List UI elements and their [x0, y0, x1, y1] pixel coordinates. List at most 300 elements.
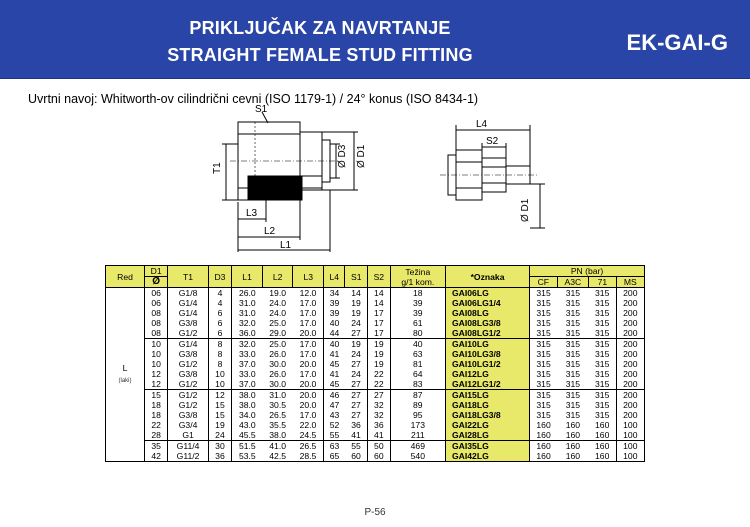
table-cell: 315 — [595, 369, 610, 379]
table-cell: 38.0 — [263, 430, 293, 441]
table-cell: 100 — [616, 430, 644, 441]
table-cell: 95 — [390, 410, 445, 420]
table-cell: 43.0 — [232, 420, 263, 430]
col-t1: T1 — [168, 266, 208, 288]
table-cell: 200 — [616, 298, 644, 308]
table-row — [106, 420, 645, 430]
table-cell: 41 — [324, 369, 345, 379]
table-cell: 17.0 — [299, 308, 317, 318]
table-cell: 40 — [390, 339, 445, 350]
table-cell: 38.0 — [232, 400, 263, 410]
table-cell: 39 — [324, 308, 345, 318]
table-cell: 17.0 — [299, 298, 317, 308]
table-cell: 38.0 — [232, 390, 263, 401]
table-cell: 28 — [145, 430, 168, 441]
table-cell: 17.0 — [299, 410, 317, 420]
table-row — [106, 359, 645, 369]
table-cell: 33.0 — [232, 349, 263, 359]
table-row — [106, 349, 645, 359]
table-cell: 36 — [208, 451, 231, 462]
table-cell: 200 — [616, 410, 644, 420]
table-cell: 41 — [368, 430, 391, 441]
table-cell: 160 — [557, 430, 589, 441]
oznaka-cell: GAI06LG — [445, 288, 529, 299]
table-cell: 14 — [368, 288, 391, 299]
table-row — [106, 390, 645, 401]
table-cell: 200 — [616, 390, 644, 401]
table-cell: 08 — [151, 318, 161, 328]
table-cell: 27 — [351, 400, 361, 410]
table-cell: 20.0 — [293, 328, 324, 339]
spec-table — [105, 265, 645, 462]
table-cell: 08 — [145, 328, 168, 339]
table-cell: 24 — [351, 318, 361, 328]
table-cell: 50 — [368, 441, 391, 452]
table-cell: 32.0 — [232, 318, 263, 328]
table-cell: 36.0 — [232, 328, 263, 339]
table-cell: 87 — [390, 390, 445, 401]
red-label: L — [122, 362, 128, 373]
table-cell: 40 — [324, 318, 345, 328]
label-l3: L3 — [246, 208, 258, 219]
table-cell: 315 — [565, 349, 581, 359]
table-cell: 315 — [595, 288, 610, 298]
table-cell: G1/2 — [168, 379, 208, 390]
oznaka-cell: GAI10LG1/2 — [445, 359, 529, 369]
table-cell: 45 — [324, 359, 345, 369]
col-l2: L2 — [263, 266, 293, 288]
label-l2: L2 — [264, 226, 276, 237]
oznaka-cell: GAI28LG — [445, 430, 529, 441]
table-cell: 26.0 — [232, 288, 263, 299]
table-cell: 100 — [616, 451, 644, 462]
table-cell: 18 — [151, 400, 161, 410]
table-cell: 6 — [208, 328, 231, 339]
table-cell: 47 — [324, 400, 345, 410]
table-cell: 31.0 — [232, 308, 263, 318]
table-cell: 44 — [324, 328, 345, 339]
col-a3c: A3C — [557, 277, 589, 288]
table-cell: 200 — [616, 288, 644, 299]
table-cell: 173 — [390, 420, 445, 430]
table-cell: 36 — [368, 420, 391, 430]
col-d3: D3 — [208, 266, 231, 288]
table-row — [106, 298, 645, 308]
table-cell: 4 — [208, 298, 231, 308]
table-cell: G1/2 — [168, 390, 208, 401]
table-cell: 08 — [151, 308, 161, 318]
table-cell: 06 — [151, 288, 161, 298]
table-cell: 26.0 — [269, 369, 287, 379]
table-cell: 6 — [208, 308, 231, 318]
oznaka-cell: GAI08LG1/2 — [445, 328, 529, 339]
table-cell: 43 — [324, 410, 345, 420]
table-cell: 17.0 — [299, 349, 317, 359]
table-cell: 24 — [351, 349, 361, 359]
table-cell: 24 — [208, 430, 231, 441]
table-cell: G1/2 — [168, 359, 208, 369]
table-cell: 27 — [351, 410, 361, 420]
table-cell: 31.0 — [269, 390, 287, 400]
col-oznaka: *Oznaka — [445, 266, 529, 288]
table-cell: 17 — [368, 308, 391, 318]
table-cell: 28.5 — [293, 451, 324, 462]
label-d3: Ø D3 — [337, 144, 348, 168]
table-cell: 160 — [589, 451, 616, 462]
table-cell: 315 — [595, 410, 610, 420]
table-cell: 12 — [208, 390, 231, 401]
table-cell: 81 — [390, 359, 445, 369]
table-cell: 315 — [595, 339, 610, 349]
col-ms: MS — [616, 277, 644, 288]
table-cell: 315 — [595, 308, 610, 318]
col-d1-symbol: Ø — [145, 277, 168, 288]
label-t1: T1 — [212, 162, 223, 174]
table-cell: 29.0 — [263, 328, 293, 339]
table-cell: 540 — [390, 451, 445, 462]
table-row — [106, 339, 645, 350]
table-cell: 200 — [616, 369, 644, 379]
oznaka-cell: GAI08LG — [445, 308, 529, 318]
table-cell: 24.5 — [293, 430, 324, 441]
table-cell: 22 — [151, 420, 161, 430]
col-l1: L1 — [232, 266, 263, 288]
table-cell: 315 — [565, 359, 581, 369]
table-cell: G1 — [168, 430, 208, 441]
table-cell: 15 — [151, 390, 161, 400]
table-cell: 30.0 — [263, 379, 293, 390]
table-cell: 55 — [351, 441, 361, 451]
table-cell: 19 — [208, 420, 231, 430]
table-cell: 315 — [565, 288, 581, 298]
table-cell: 160 — [565, 441, 581, 451]
table-cell: 315 — [595, 349, 610, 359]
table-cell: 19.0 — [269, 288, 287, 298]
table-cell: 45.5 — [232, 430, 263, 441]
oznaka-cell: GAI12LG — [445, 369, 529, 379]
table-cell: 315 — [595, 359, 610, 369]
table-cell: G11/4 — [168, 441, 208, 452]
table-cell: 211 — [390, 430, 445, 441]
table-cell: G11/2 — [168, 451, 208, 462]
table-cell: 27 — [368, 390, 391, 401]
table-cell: 15 — [208, 400, 231, 410]
table-cell: 30 — [208, 441, 231, 452]
thread-spec-subtitle: Uvrtni navoj: Whitworth-ov cilindrični cevni (ISO 1179-1) / 24° konus (ISO 8434-1) — [28, 92, 479, 106]
title-english: STRAIGHT FEMALE STUD FITTING — [167, 45, 473, 65]
table-cell: 52 — [324, 420, 345, 430]
oznaka-cell: GAI15LG — [445, 390, 529, 401]
table-cell: 10 — [151, 359, 161, 369]
table-cell: 60 — [368, 451, 391, 462]
table-cell: 20.0 — [299, 400, 317, 410]
col-tezina: Težina g/1 kom. — [390, 266, 445, 288]
table-row — [106, 441, 645, 452]
table-cell: 200 — [616, 339, 644, 350]
table-cell: 45 — [324, 379, 345, 390]
table-cell: 315 — [565, 298, 581, 308]
table-cell: 200 — [616, 308, 644, 318]
label-d1-nut: Ø D1 — [520, 198, 531, 222]
table-cell: 34 — [324, 288, 345, 299]
table-row — [106, 451, 645, 462]
table-cell: 315 — [565, 308, 581, 318]
table-cell: 469 — [390, 441, 445, 452]
table-cell: 55 — [324, 430, 345, 441]
table-cell: 65 — [324, 451, 345, 462]
oznaka-cell: GAI18LG — [445, 400, 529, 410]
table-cell: 17.0 — [299, 339, 317, 349]
table-row — [106, 288, 645, 299]
table-cell: 31.0 — [232, 298, 263, 308]
table-cell: 200 — [616, 318, 644, 328]
table-cell: 25.0 — [269, 339, 287, 349]
table-cell: 24.0 — [269, 298, 287, 308]
spec-table-body — [106, 288, 645, 462]
col-l3: L3 — [293, 266, 324, 288]
table-cell: 8 — [208, 359, 231, 369]
table-cell: 160 — [530, 430, 557, 441]
oznaka-cell: GAI12LG1/2 — [445, 379, 529, 390]
table-cell: 41.0 — [269, 441, 287, 451]
table-cell: 10 — [208, 379, 231, 390]
table-cell: 315 — [557, 328, 589, 339]
table-cell: 22 — [368, 379, 391, 390]
table-cell: 315 — [565, 339, 581, 349]
table-cell: 315 — [565, 400, 581, 410]
product-code: EK-GAI-G — [626, 30, 728, 55]
table-cell: 19 — [368, 339, 391, 350]
col-71: 71 — [589, 277, 616, 288]
table-cell: 160 — [589, 430, 616, 441]
table-cell: 160 — [557, 451, 589, 462]
table-cell: 41 — [345, 430, 368, 441]
table-cell: 37.0 — [232, 379, 263, 390]
table-cell: 10 — [208, 369, 231, 379]
table-cell: 160 — [565, 420, 581, 430]
table-cell: 200 — [616, 379, 644, 390]
table-cell: 315 — [565, 369, 581, 379]
table-cell: 100 — [616, 420, 644, 430]
col-s2: S2 — [368, 266, 391, 288]
table-cell: 37.0 — [232, 359, 263, 369]
table-cell: G1/2 — [168, 328, 208, 339]
table-cell: 315 — [530, 400, 557, 410]
col-cf: CF — [530, 277, 557, 288]
table-cell: 100 — [616, 441, 644, 452]
table-cell: G3/8 — [168, 410, 208, 420]
table-cell: 46 — [324, 390, 345, 401]
page-number: P-56 — [364, 507, 386, 518]
oznaka-cell: GAI08LG3/8 — [445, 318, 529, 328]
table-cell: 42.5 — [263, 451, 293, 462]
table-cell: 41 — [324, 349, 345, 359]
table-cell: 12 — [145, 379, 168, 390]
table-cell: 60 — [345, 451, 368, 462]
oznaka-cell: GAI18LG3/8 — [445, 410, 529, 420]
table-cell: 26.0 — [269, 349, 287, 359]
table-cell: 8 — [208, 349, 231, 359]
fitting-section-drawing — [222, 112, 358, 252]
label-s2: S2 — [486, 136, 499, 147]
table-cell: G3/4 — [168, 420, 208, 430]
table-cell: 27 — [351, 390, 361, 400]
table-cell: 12 — [151, 369, 161, 379]
table-cell: 315 — [565, 410, 581, 420]
table-cell: 80 — [390, 328, 445, 339]
table-row — [106, 430, 645, 441]
oznaka-cell: GAI10LG3/8 — [445, 349, 529, 359]
table-cell: 40 — [324, 339, 345, 350]
table-cell: 53.5 — [232, 451, 263, 462]
label-d1: Ø D1 — [356, 144, 367, 168]
table-cell: 315 — [530, 328, 557, 339]
table-cell: 20.0 — [293, 379, 324, 390]
table-cell: 200 — [616, 328, 644, 339]
table-cell: G1/4 — [168, 339, 208, 350]
table-cell: 19 — [351, 298, 361, 308]
table-cell: G1/2 — [168, 400, 208, 410]
table-cell: 160 — [595, 441, 610, 451]
table-cell: 315 — [530, 349, 557, 359]
table-cell: 315 — [530, 410, 557, 420]
table-cell: 63 — [324, 441, 345, 452]
table-cell: 20.0 — [299, 390, 317, 400]
table-cell: 83 — [390, 379, 445, 390]
table-row — [106, 410, 645, 420]
table-cell: 10 — [151, 349, 161, 359]
table-cell: 315 — [595, 400, 610, 410]
table-cell: G1/4 — [168, 298, 208, 308]
label-l4: L4 — [476, 119, 488, 130]
table-cell: 18 — [390, 288, 445, 299]
table-cell: 17 — [368, 328, 391, 339]
table-cell: 10 — [151, 339, 161, 349]
red-series-cell — [106, 288, 145, 462]
table-cell: 160 — [530, 441, 557, 452]
table-cell: 200 — [616, 400, 644, 410]
table-cell: 315 — [530, 339, 557, 350]
oznaka-cell: GAI22LG — [445, 420, 529, 430]
table-cell: 32 — [368, 410, 391, 420]
table-cell: 39 — [324, 298, 345, 308]
table-row — [106, 400, 645, 410]
table-cell: 18 — [151, 410, 161, 420]
table-cell: 30.5 — [269, 400, 287, 410]
table-cell: 315 — [589, 328, 616, 339]
table-cell: 39 — [390, 308, 445, 318]
col-l4: L4 — [324, 266, 345, 288]
table-cell: 35 — [151, 441, 161, 451]
table-row — [106, 379, 645, 390]
table-cell: 34.0 — [232, 410, 263, 420]
table-cell: 63 — [390, 349, 445, 359]
table-cell: 4 — [208, 288, 231, 299]
table-cell: 33.0 — [232, 369, 263, 379]
table-cell: G1/4 — [168, 308, 208, 318]
table-cell: 39 — [390, 298, 445, 308]
table-cell: 12.0 — [299, 288, 317, 298]
oznaka-cell: GAI42LG — [445, 451, 529, 462]
table-cell: 17.0 — [299, 318, 317, 328]
label-l1: L1 — [280, 240, 292, 251]
table-cell: 19 — [351, 339, 361, 349]
table-cell: 22 — [368, 369, 391, 379]
table-cell: 315 — [589, 379, 616, 390]
title-serbian: PRIKLJUČAK ZA NAVRTANJE — [189, 18, 451, 38]
table-cell: 160 — [595, 420, 610, 430]
table-cell: 26.5 — [299, 441, 317, 451]
table-cell: 315 — [557, 379, 589, 390]
table-cell: 315 — [530, 288, 557, 299]
table-cell: 42 — [145, 451, 168, 462]
table-cell: 19 — [368, 349, 391, 359]
table-cell: 315 — [530, 359, 557, 369]
table-cell: 315 — [530, 298, 557, 308]
table-cell: 14 — [351, 288, 361, 298]
table-cell: 32 — [368, 400, 391, 410]
table-cell: 17 — [368, 318, 391, 328]
table-cell: G1/8 — [168, 288, 208, 299]
table-cell: 315 — [595, 318, 610, 328]
table-cell: 160 — [530, 451, 557, 462]
table-cell: 64 — [390, 369, 445, 379]
table-cell: 25.0 — [269, 318, 287, 328]
col-pn: PN (bar) — [530, 266, 645, 277]
col-d1: D1 — [145, 266, 168, 277]
table-cell: 20.0 — [299, 359, 317, 369]
table-cell: 315 — [595, 390, 610, 400]
table-cell: G3/8 — [168, 369, 208, 379]
table-row — [106, 318, 645, 328]
table-cell: 22.0 — [299, 420, 317, 430]
table-cell: 61 — [390, 318, 445, 328]
table-cell: 315 — [530, 390, 557, 401]
table-cell: 19 — [368, 359, 391, 369]
table-cell: 26.5 — [269, 410, 287, 420]
table-cell: 06 — [151, 298, 161, 308]
col-red: Red — [106, 266, 145, 288]
table-cell: 36 — [351, 420, 361, 430]
table-cell: 30.0 — [269, 359, 287, 369]
table-cell: 8 — [208, 339, 231, 350]
table-cell: 24 — [351, 369, 361, 379]
table-cell: 315 — [530, 379, 557, 390]
table-cell: 315 — [530, 308, 557, 318]
oznaka-cell: GAI35LG — [445, 441, 529, 452]
table-cell: 6 — [208, 318, 231, 328]
table-cell: 315 — [530, 369, 557, 379]
table-cell: 17.0 — [299, 369, 317, 379]
table-cell: 35.5 — [269, 420, 287, 430]
table-cell: 315 — [595, 298, 610, 308]
header-row-1 — [106, 266, 645, 277]
table-cell: 51.5 — [232, 441, 263, 452]
table-cell: 315 — [530, 318, 557, 328]
table-cell: 27 — [351, 359, 361, 369]
table-cell: G3/8 — [168, 318, 208, 328]
table-row — [106, 308, 645, 318]
table-cell: 27 — [345, 328, 368, 339]
label-s1: S1 — [255, 104, 268, 115]
red-sublabel: (laki) — [118, 377, 132, 384]
table-cell: 89 — [390, 400, 445, 410]
table-cell: 32.0 — [232, 339, 263, 350]
table-cell: 160 — [530, 420, 557, 430]
table-cell: 200 — [616, 359, 644, 369]
table-row — [106, 369, 645, 379]
table-cell: 315 — [565, 390, 581, 400]
